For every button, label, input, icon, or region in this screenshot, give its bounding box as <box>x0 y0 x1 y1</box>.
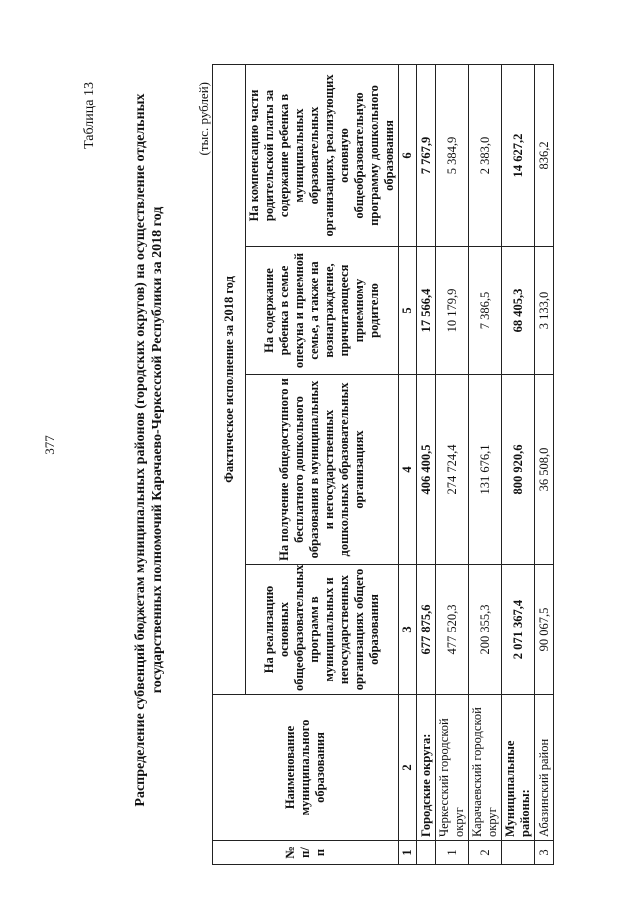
table-label: Таблица 13 <box>82 82 97 149</box>
row-value-col-6: 836,2 <box>535 64 554 246</box>
column-number: 5 <box>399 247 417 375</box>
row-value-col-3: 200 355,3 <box>469 565 502 695</box>
header-num: № п/п <box>213 841 399 865</box>
page-number: 377 <box>42 435 57 455</box>
row-value-col-4: 36 508,0 <box>535 375 554 565</box>
row-name: Абазинский район <box>535 695 554 841</box>
row-value-col-4: 274 724,4 <box>436 375 469 565</box>
row-value-col-5: 68 405,3 <box>502 247 535 375</box>
row-value-col-4: 800 920,6 <box>502 375 535 565</box>
row-name: Карачаевский городской округ <box>469 695 502 841</box>
row-value-col-4: 131 676,1 <box>469 375 502 565</box>
row-value-col-6: 2 383,0 <box>469 64 502 246</box>
column-number: 4 <box>399 375 417 565</box>
column-number: 2 <box>399 695 417 841</box>
table-row <box>469 64 502 864</box>
row-value-col-5: 3 133,0 <box>535 247 554 375</box>
row-value-col-3: 2 071 367,4 <box>502 565 535 695</box>
table-row <box>417 64 436 864</box>
row-value-col-3: 477 520,3 <box>436 565 469 695</box>
row-value-col-3: 677 875,6 <box>417 565 436 695</box>
title-line-2: государственных полномочий Карачаево-Черкесской Республики за 2018 год <box>150 206 165 694</box>
header-name: Наименование муниципального образования <box>213 695 399 841</box>
header-col-5: На содержание ребенка в семье опекуна и приемной семье, а также на вознаграждение, причитающееся приемному родителю <box>246 247 399 375</box>
column-number: 6 <box>399 64 417 246</box>
row-value-col-6: 14 627,2 <box>502 64 535 246</box>
header-col-6: На компенсацию части родительской платы за содержание ребенка в муниципальных образовательных организациях, реализующих основную общеобразовательную программу дошкольного образования <box>246 64 399 246</box>
title-line-1: Распределение субвенций бюджетам муниципальных районов (городских округов) на осуществление отдельных <box>133 93 148 807</box>
row-value-col-6: 5 384,9 <box>436 64 469 246</box>
column-number: 1 <box>399 841 417 865</box>
document-title <box>132 35 166 865</box>
row-num <box>417 841 436 865</box>
row-num: 1 <box>436 841 469 865</box>
row-value-col-5: 17 566,4 <box>417 247 436 375</box>
table-row <box>436 64 469 864</box>
row-num: 2 <box>469 841 502 865</box>
row-value-col-5: 7 386,5 <box>469 247 502 375</box>
row-value-col-4: 406 400,5 <box>417 375 436 565</box>
row-num <box>502 841 535 865</box>
header-col-4: На получение общедоступного и бесплатного дошкольного образования в муниципальных и негосударственных дошкольных образовательных организациях <box>246 375 399 565</box>
row-num: 3 <box>535 841 554 865</box>
row-value-col-5: 10 179,9 <box>436 247 469 375</box>
row-value-col-3: 90 067,5 <box>535 565 554 695</box>
row-name: Городские округа: <box>417 695 436 841</box>
table-row <box>535 64 554 864</box>
table-row <box>502 64 535 864</box>
header-col-3: На реализацию основных общеобразовательных программ в муниципальных и негосударственных организациях общего образования <box>246 565 399 695</box>
row-name: Муниципальные районы: <box>502 695 535 841</box>
subventions-table <box>212 64 554 865</box>
column-number-row <box>399 64 417 864</box>
header-group: Фактическое исполнение за 2018 год <box>213 64 246 694</box>
row-value-col-6: 7 767,9 <box>417 64 436 246</box>
unit-label: (тыс. рублей) <box>196 82 211 156</box>
column-number: 3 <box>399 565 417 695</box>
row-name: Черкесский городской округ <box>436 695 469 841</box>
